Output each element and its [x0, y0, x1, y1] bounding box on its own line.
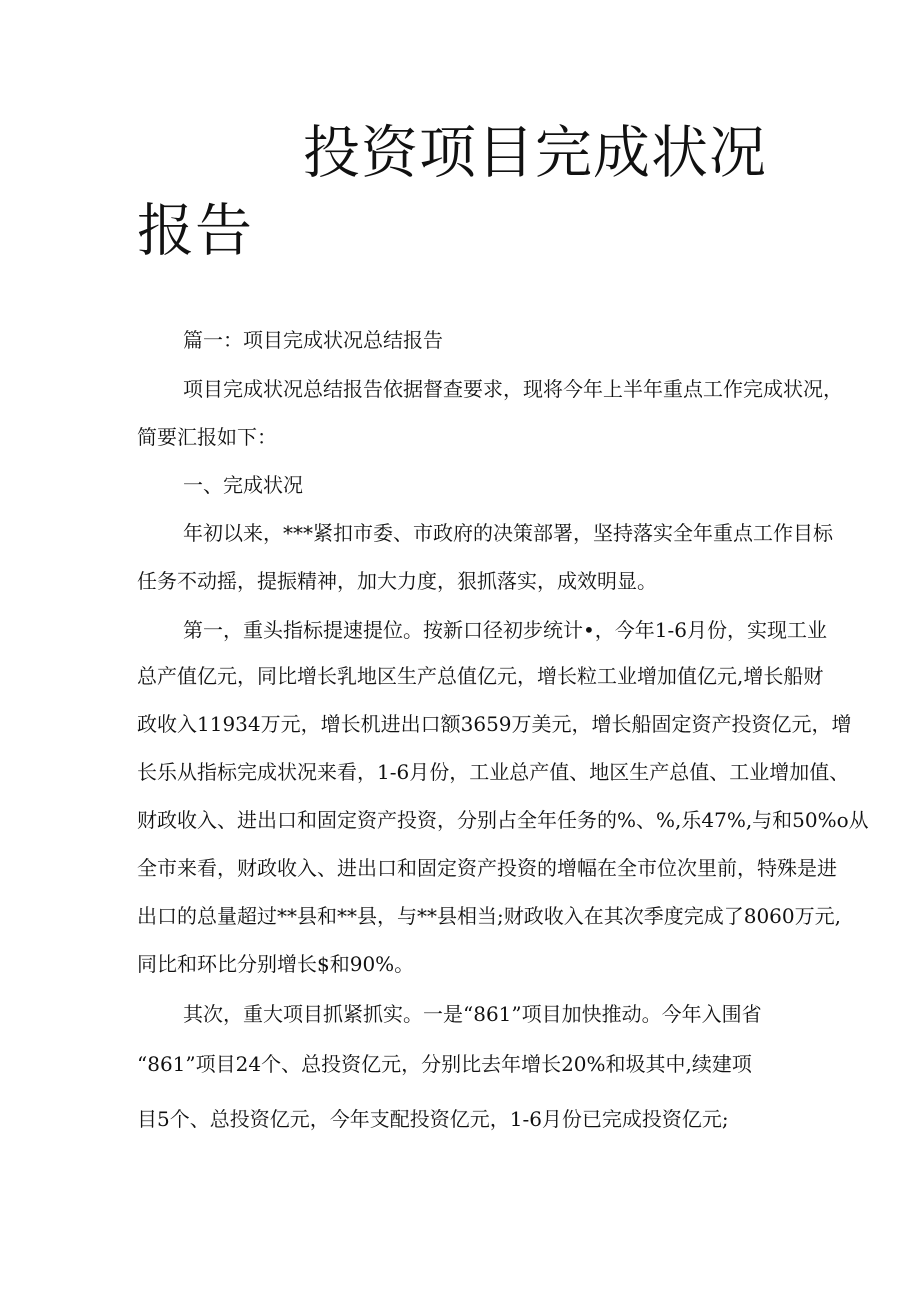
body-line: 长乐从指标完成状况来看，1-6月份，工业总产值、地区生产总值、工业增加值、	[137, 760, 850, 784]
document-title-line-2: 报告	[137, 198, 253, 264]
body-line: 简要汇报如下：	[137, 425, 277, 449]
body-line: 政收入11934万元，增长机进出口额3659万美元，增长船固定资产投资亿元，增	[137, 712, 852, 736]
body-line: 任务不动摇，提振精神，加大力度，狠抓落实，成效明显。	[137, 569, 657, 593]
body-line: 全市来看，财政收入、进出口和固定资产投资的增幅在全市位次里前，特殊是进	[137, 856, 837, 880]
body-line: “861”项目24个、总投资亿元，分别比去年增长20%和圾其中,续建项	[137, 1052, 752, 1076]
section-heading-part-one: 篇一：项目完成状况总结报告	[183, 328, 443, 352]
body-line: 财政收入、进出口和固定资产投资，分别占全年任务的%、%,乐47%,与和50%o从	[137, 808, 869, 832]
body-line: 年初以来，***紧扣市委、市政府的决策部署，坚持落实全年重点工作目标	[183, 521, 833, 545]
body-line: 总产值亿元，同比增长乳地区生产总值亿元，增长粒工业增加值亿元,增长船财	[137, 664, 824, 688]
body-line: 出口的总量超过**县和**县，与**县相当;财政收入在其次季度完成了8060万元,	[137, 904, 841, 928]
document-title-line-1: 投资项目完成状况	[303, 120, 767, 186]
body-line: 项目完成状况总结报告依据督查要求，现将今年上半年重点工作完成状况，	[183, 377, 843, 401]
section-heading-completion: 一、完成状况	[183, 473, 303, 497]
body-line: 其次，重大项目抓紧抓实。一是“861”项目加快推动。今年入围省	[183, 1002, 762, 1026]
body-line: 目5个、总投资亿元，今年支配投资亿元，1-6月份已完成投资亿元;	[137, 1107, 729, 1131]
body-line: 同比和环比分别增长$和90%。	[137, 952, 415, 976]
body-line: 第一，重头指标提速提位。按新口径初步统计•，今年1-6月份，实现工业	[183, 618, 828, 642]
